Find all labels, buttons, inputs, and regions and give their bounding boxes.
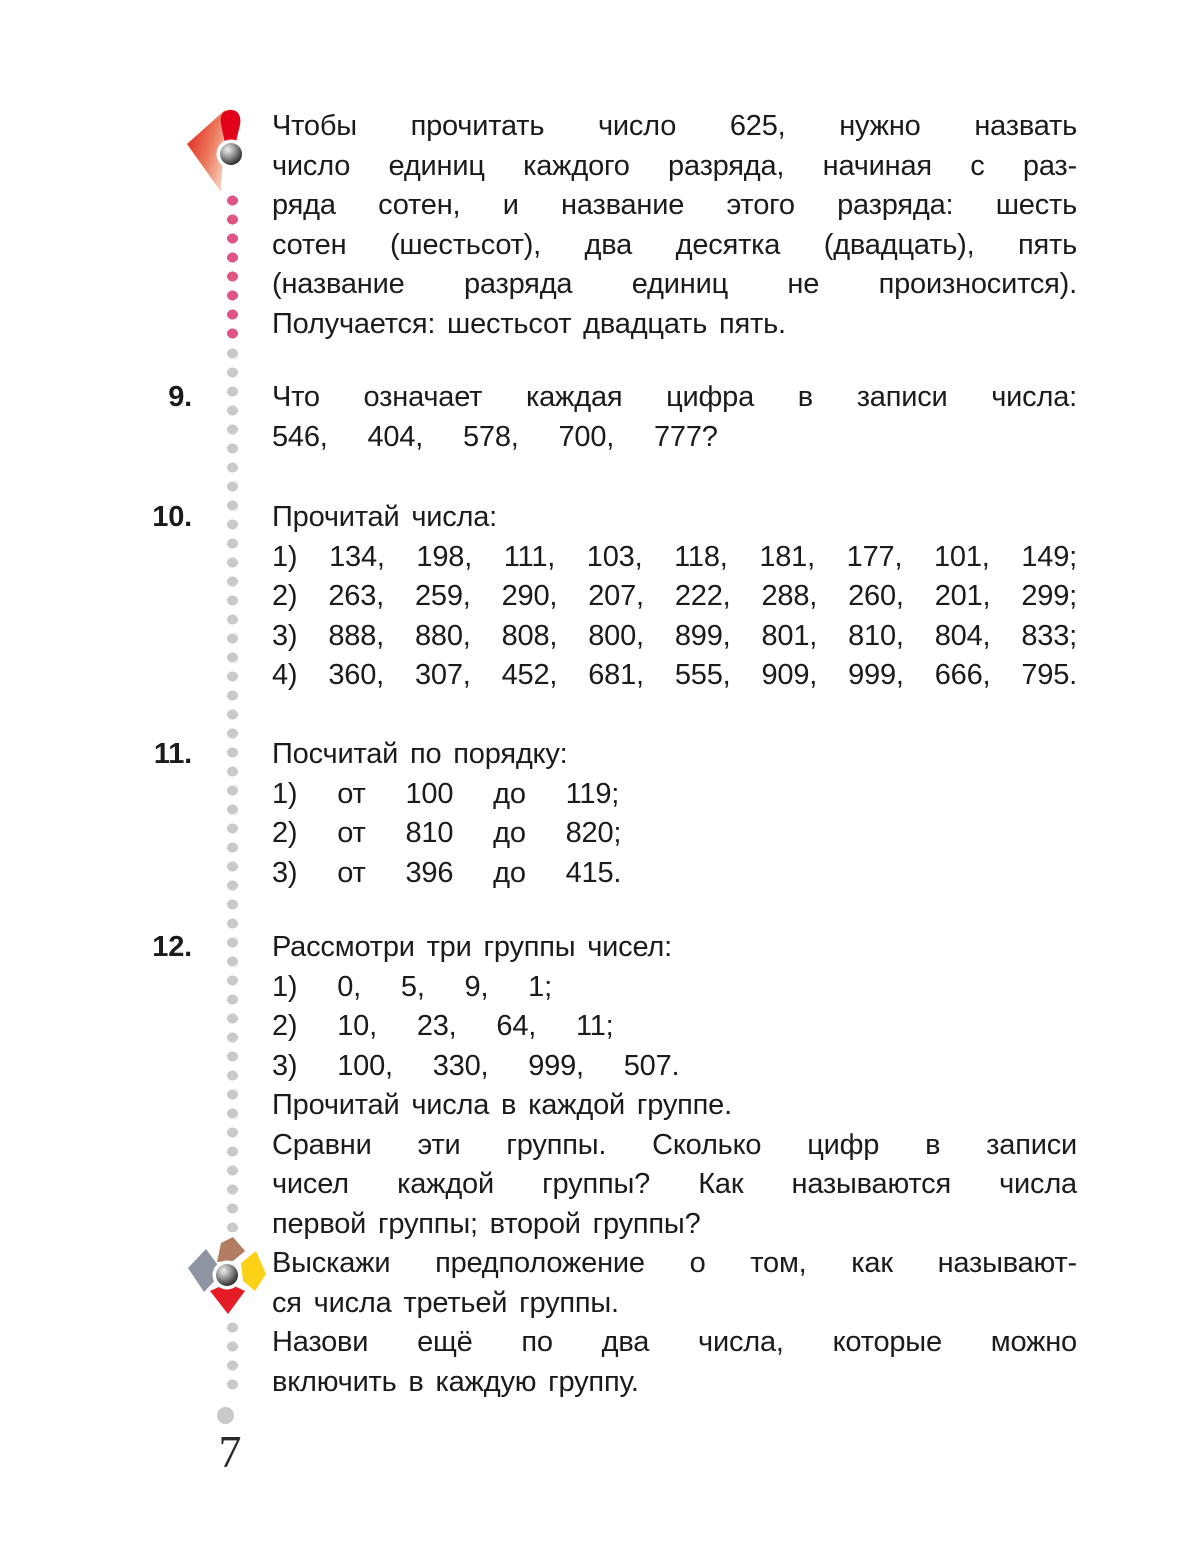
text-line: 1) 0, 5, 9, 1;	[272, 970, 552, 1003]
intro-paragraph	[272, 107, 1077, 344]
text-line: включить в каждую группу.	[272, 1365, 639, 1398]
text-line: Что означает каждая цифра в записи числа:	[272, 381, 1077, 413]
text-line: 2) 10, 23, 64, 11;	[272, 1010, 614, 1042]
exercise-number: 9.	[168, 381, 192, 413]
text-line: 1) от 100 до 119;	[272, 777, 620, 810]
dotted-rule-gray-tail	[227, 1318, 238, 1394]
text-line: Получается: шестьсот двадцать пять.	[272, 307, 786, 340]
exercise-number: 11.	[153, 738, 192, 770]
text-line: Прочитай числа:	[272, 501, 498, 533]
text-line: сотен (шестьсот), два десятка (двадцать), пять	[272, 228, 1077, 261]
text-line: 3) от 396 до 415.	[272, 856, 622, 889]
text-line: первой группы; второй группы?	[272, 1207, 701, 1240]
exercise-number: 12.	[152, 931, 192, 963]
exercise-11	[153, 735, 1077, 893]
pinwheel-marker-icon	[186, 1236, 268, 1316]
dotted-rule-gray	[227, 344, 238, 1232]
exercise-10	[152, 498, 1077, 696]
text-line: чисел каждой группы? Как называются числа	[272, 1168, 1077, 1200]
exclamation-marker-icon	[185, 106, 250, 198]
text-line: Выскажи предположение о том, как называют-	[272, 1247, 1077, 1279]
text-line: 4) 360, 307, 452, 681, 555, 909, 999, 666, 795.	[272, 659, 1077, 691]
text-line: Посчитай по порядку:	[272, 738, 568, 770]
exercise-9	[168, 378, 1077, 457]
text-line: Назови ещё по два числа, которые можно	[272, 1326, 1077, 1358]
text-line: Рассмотри три группы чисел:	[272, 931, 673, 963]
text-line: 3) 100, 330, 999, 507.	[272, 1049, 680, 1082]
dotted-rule-pink	[227, 191, 238, 343]
text-line: 2) от 810 до 820;	[272, 817, 622, 849]
text-line: число единиц каждого разряда, начиная с раз-	[272, 149, 1077, 182]
exercise-number: 10.	[152, 501, 192, 533]
text-line: 1) 134, 198, 111, 103, 118, 181, 177, 101, 149;	[272, 540, 1077, 573]
text-line: Сравни эти группы. Сколько цифр в записи	[272, 1128, 1077, 1161]
text-line: Прочитай числа в каждой группе.	[272, 1089, 732, 1121]
rule-end-dot	[217, 1407, 234, 1424]
text-line: 3) 888, 880, 808, 800, 899, 801, 810, 804, 833;	[272, 619, 1077, 652]
text-line: Чтобы прочитать число 625, нужно назвать	[272, 110, 1077, 142]
text-line: ряда сотен, и название этого разряда: шесть	[272, 189, 1077, 221]
text-line: 546, 404, 578, 700, 777?	[272, 420, 718, 453]
text-line: ся числа третьей группы.	[272, 1286, 619, 1319]
text-line: 2) 263, 259, 290, 207, 222, 288, 260, 201, 299;	[272, 580, 1077, 612]
page-number: 7	[218, 1426, 242, 1477]
text-line: (название разряда единиц не произносится).	[272, 268, 1077, 300]
exercise-12	[152, 928, 1077, 1402]
